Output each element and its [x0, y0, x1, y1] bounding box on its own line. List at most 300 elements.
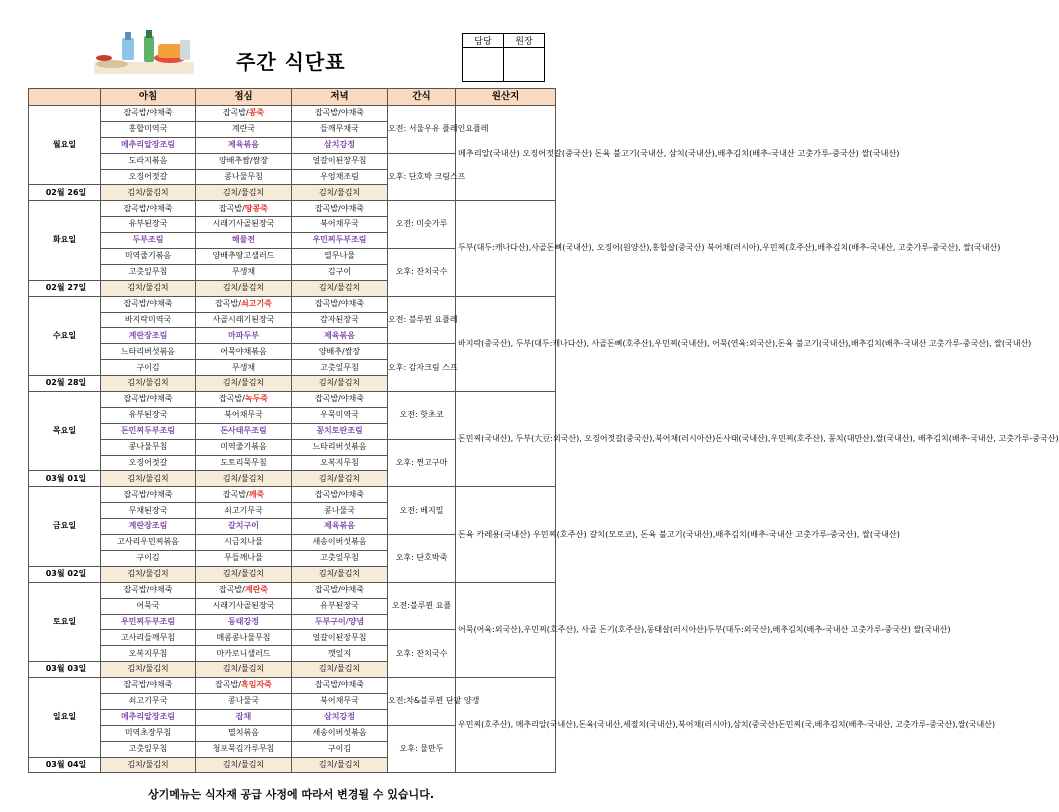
lunch-item — [196, 566, 292, 582]
dinner-item — [292, 376, 388, 392]
dish-name: 얼갈이된장무침 — [312, 632, 367, 642]
dish-name: 느타리버섯볶음 — [120, 346, 176, 356]
dish-name: 멸치볶음 — [228, 727, 259, 737]
lunch-item — [196, 376, 292, 392]
breakfast-item — [101, 646, 196, 662]
breakfast-item — [101, 233, 196, 249]
dish-name: 잡곡밥/야채죽 — [123, 394, 173, 404]
dinner-item — [292, 471, 388, 487]
lunch-item — [196, 519, 292, 535]
dish-name: 김치/물김치 — [318, 378, 361, 388]
dish-name: 무들깨나물 — [224, 553, 263, 563]
dinner-item — [292, 598, 388, 614]
lunch-item — [196, 439, 292, 455]
dish-name: 감자된장국 — [320, 314, 359, 324]
dish-name: 청포묵김가루무침 — [212, 743, 275, 753]
lunch-item — [196, 169, 292, 185]
dish-name: 메추리알장조림 — [120, 140, 176, 150]
dish-name: 제육볶음 — [228, 140, 259, 150]
dish-name: 유부된장국 — [128, 219, 168, 229]
dish-name: 콩나물국 — [324, 505, 355, 515]
porridge-highlight: 깨죽 — [248, 489, 265, 499]
origin-info: 돈육 카레용(국내산) 우민찌(호주산) 갈치(모로코), 돈육 불고기(국내산),배추김치(배추-국내산 고춧가루-중국산), 쌀(국내산) — [456, 487, 556, 582]
breakfast-item — [101, 137, 196, 153]
approval-box — [462, 33, 545, 82]
day-label: 금요일 — [29, 487, 101, 566]
breakfast-item — [101, 709, 196, 725]
porridge-highlight: 계란죽 — [244, 584, 269, 594]
approval-signature-director[interactable] — [504, 48, 545, 82]
header-origin: 원산지 — [456, 89, 556, 106]
breakfast-item — [101, 185, 196, 201]
menu-row — [29, 201, 556, 217]
dinner-item — [292, 360, 388, 376]
dish-name: 유부된장국 — [320, 600, 359, 610]
breakfast-item — [101, 296, 196, 312]
lunch-item — [196, 535, 292, 551]
dish-name: 잡곡밥/야채죽 — [314, 298, 365, 308]
dish-name: 김치/물김치 — [318, 664, 361, 674]
page-title: 주간 식단표 — [236, 50, 346, 74]
date-label: 03월 04일 — [29, 757, 101, 773]
lunch-item — [196, 137, 292, 153]
dish-name: 구이김 — [136, 553, 160, 563]
snack-morning: 오전: 베지밀 — [388, 487, 456, 535]
lunch-item — [196, 598, 292, 614]
dish-name: 꽁치토란조림 — [316, 426, 363, 436]
lunch-item — [196, 630, 292, 646]
snack-morning: 오전:차&블루뮌 단팥 양갱 — [388, 678, 456, 726]
snack-afternoon: 오후: 물만두 — [388, 725, 456, 773]
snack-afternoon: 오후: 찐고구마 — [388, 439, 456, 487]
snack-morning: 오전: 서울우유 플레인요플레 — [388, 106, 456, 154]
lunch-item — [196, 233, 292, 249]
breakfast-item — [101, 757, 196, 773]
dish-name: 김구이 — [327, 267, 352, 277]
origin-info: 메추리알(국내산) 오징어젓갈(중국산) 돈육 불고기(국내산, 삼치(국내산),배추김치(배추-국내산 고춧가루-중국산) 쌀(국내산) — [456, 106, 556, 201]
dish-name: 제육볶음 — [324, 521, 355, 531]
dish-name: 삼치강정 — [324, 712, 355, 722]
dish-name: 오징어젓갈 — [128, 457, 168, 467]
breakfast-item — [101, 360, 196, 376]
dish-name: 김치/물김치 — [222, 759, 265, 769]
dish-name: 새송이버섯볶음 — [312, 537, 367, 547]
dish-name: 김치/물김치 — [318, 569, 361, 579]
dish-name: 구이김 — [327, 743, 352, 753]
dish-name: 김치/물김치 — [222, 473, 265, 483]
dish-name: 깻잎지 — [327, 648, 352, 658]
dish-name: 김치/물김치 — [318, 473, 361, 483]
dish-name: 고사리우민찌볶음 — [117, 537, 179, 547]
lunch-item — [196, 550, 292, 566]
dish-name: 고춧잎무침 — [128, 267, 168, 277]
dish-name: 잡곡밥/야채죽 — [123, 203, 173, 213]
dish-name: 북어채무국 — [320, 219, 359, 229]
dish-name: 김치/물김치 — [127, 187, 169, 197]
dinner-item — [292, 185, 388, 201]
breakfast-item — [101, 519, 196, 535]
day-label: 일요일 — [29, 678, 101, 757]
lunch-item — [196, 662, 292, 678]
dish-name: 잡곡밥/ — [218, 394, 245, 404]
dish-name: 잡곡밥/야채죽 — [123, 298, 173, 308]
dish-name: 갈치구이 — [228, 521, 259, 531]
origin-info: 어묵(어육:외국산),우민찌(호주산), 사골 돈기(호주산),동태살(러시아산)두부(대두:외국산),배추김치(배추-국내산 고춧가루-중국산) 쌀(국내산) — [456, 582, 556, 677]
dish-name: 김치/물김치 — [318, 759, 361, 769]
dish-name: 유부된장국 — [128, 410, 168, 420]
dinner-item — [292, 519, 388, 535]
dish-name: 고춧잎무침 — [320, 362, 359, 372]
dinner-item — [292, 344, 388, 360]
dish-name: 양배추쌈/쌈장 — [218, 155, 269, 165]
dish-name: 마파두부 — [228, 330, 259, 340]
dish-name: 고사리들깨무침 — [120, 632, 176, 642]
breakfast-item — [101, 249, 196, 265]
lunch-item — [196, 757, 292, 773]
dish-name: 두부조림 — [132, 235, 164, 245]
dinner-item — [292, 757, 388, 773]
dish-name: 어묵국 — [136, 600, 160, 610]
breakfast-item — [101, 693, 196, 709]
breakfast-item — [101, 487, 196, 503]
lunch-item — [196, 217, 292, 233]
dish-name: 매콤콩나물무침 — [216, 632, 271, 642]
snack-afternoon: 오후: 잔치국수 — [388, 249, 456, 297]
dinner-item — [292, 550, 388, 566]
dish-name: 두부구이/양념 — [314, 616, 365, 626]
dinner-item — [292, 153, 388, 169]
day-label: 수요일 — [29, 296, 101, 375]
date-label: 02월 26일 — [29, 185, 101, 201]
day-label: 토요일 — [29, 582, 101, 661]
lunch-item — [196, 423, 292, 439]
porridge-highlight: 쇠고기죽 — [240, 298, 272, 308]
dinner-item — [292, 646, 388, 662]
dish-name: 계란국 — [231, 124, 256, 134]
date-label: 03월 01일 — [29, 471, 101, 487]
dish-name: 북어채무국 — [320, 696, 359, 706]
lunch-item — [196, 582, 292, 598]
breakfast-item — [101, 312, 196, 328]
menu-row — [29, 392, 556, 408]
breakfast-item — [101, 614, 196, 630]
dish-name: 미역초장무침 — [124, 727, 172, 737]
dish-name: 김치/물김치 — [127, 283, 169, 293]
dish-name: 홍합미역국 — [128, 124, 168, 134]
dinner-item — [292, 614, 388, 630]
dinner-item — [292, 630, 388, 646]
breakfast-item — [101, 503, 196, 519]
dinner-item — [292, 487, 388, 503]
menu-row — [29, 582, 556, 598]
snack-afternoon: 오후: 잔치국수 — [388, 630, 456, 678]
dinner-item — [292, 407, 388, 423]
dish-name: 쇠고기무국 — [224, 505, 263, 515]
snack-morning: 오전: 핫초코 — [388, 392, 456, 440]
breakfast-item — [101, 201, 196, 217]
snack-morning: 오전:블루뮌 요플 — [388, 582, 456, 630]
dinner-item — [292, 455, 388, 471]
dish-name: 잡곡밥/ — [215, 680, 241, 690]
dish-name: 해물전 — [231, 235, 256, 245]
dinner-item — [292, 137, 388, 153]
dish-name: 김치/물김치 — [318, 187, 361, 197]
dinner-item — [292, 503, 388, 519]
breakfast-item — [101, 455, 196, 471]
dish-name: 콩나물무침 — [224, 171, 263, 181]
lunch-item — [196, 344, 292, 360]
dish-name: 잡곡밥/야채죽 — [314, 584, 365, 594]
dish-name: 오징어젓갈 — [128, 171, 168, 181]
snack-afternoon: 오후: 단호박죽 — [388, 535, 456, 583]
dish-name: 김치/물김치 — [222, 378, 265, 388]
approval-label-director: 원장 — [504, 34, 545, 48]
breakfast-item — [101, 328, 196, 344]
breakfast-item — [101, 471, 196, 487]
lunch-item — [196, 678, 292, 694]
dinner-item — [292, 535, 388, 551]
snack-morning: 오전: 블루뮌 요플레 — [388, 296, 456, 344]
breakfast-item — [101, 582, 196, 598]
dish-name: 미역줄기볶음 — [124, 251, 172, 261]
dish-name: 바지락미역국 — [124, 314, 172, 324]
dish-name: 잡곡밥/ — [222, 489, 249, 499]
lunch-item — [196, 407, 292, 423]
dish-name: 김치/물김치 — [222, 187, 265, 197]
dinner-item — [292, 201, 388, 217]
dish-name: 시래기사골된장국 — [212, 600, 275, 610]
dinner-item — [292, 280, 388, 296]
kitchen-illustration — [92, 28, 197, 76]
dish-name: 삼치강정 — [324, 140, 355, 150]
lunch-item — [196, 296, 292, 312]
dinner-item — [292, 217, 388, 233]
dish-name: 얼갈이된장무침 — [312, 155, 367, 165]
dinner-item — [292, 678, 388, 694]
header-day — [29, 89, 101, 106]
date-label: 02월 27일 — [29, 280, 101, 296]
dish-name: 오복지무침 — [320, 457, 359, 467]
dish-name: 고춧잎무침 — [320, 553, 359, 563]
dish-name: 동태강정 — [228, 616, 259, 626]
dinner-item — [292, 296, 388, 312]
dinner-item — [292, 423, 388, 439]
header-snack: 간식 — [388, 89, 456, 106]
breakfast-item — [101, 630, 196, 646]
lunch-item — [196, 471, 292, 487]
header-lunch: 점심 — [196, 89, 292, 106]
dish-name: 잡곡밥/ — [218, 584, 245, 594]
origin-info: 돈민찌(국내산), 두부(大豆:외국산), 오징어젓갈(중국산),북어채(러시아산)돈사태(국내산),우민찌(호주산), 꽁치(대만산),쌀(국내산), 배추김치(배추-국내산, 고춧가루-중국산) — [456, 392, 556, 487]
lunch-item — [196, 646, 292, 662]
breakfast-item — [101, 741, 196, 757]
date-label: 03월 02일 — [29, 566, 101, 582]
dish-name: 시래기사골된장국 — [212, 219, 275, 229]
dinner-item — [292, 392, 388, 408]
breakfast-item — [101, 376, 196, 392]
date-label: 03월 03일 — [29, 662, 101, 678]
header-row — [29, 89, 556, 106]
day-label: 목요일 — [29, 392, 101, 471]
lunch-item — [196, 392, 292, 408]
day-label: 화요일 — [29, 201, 101, 280]
breakfast-item — [101, 344, 196, 360]
breakfast-item — [101, 725, 196, 741]
footer-note: 상기메뉴는 식자재 공급 사정에 따라서 변경될 수 있습니다. — [147, 788, 434, 801]
breakfast-item — [101, 598, 196, 614]
lunch-item — [196, 725, 292, 741]
breakfast-item — [101, 566, 196, 582]
lunch-item — [196, 741, 292, 757]
dish-name: 돈민찌두부조림 — [120, 426, 176, 436]
dish-name: 구이김 — [136, 362, 160, 372]
dinner-item — [292, 121, 388, 137]
dish-name: 잡곡밥/야채죽 — [123, 584, 173, 594]
lunch-item — [196, 280, 292, 296]
lunch-item — [196, 693, 292, 709]
dish-name: 마카로니샐러드 — [216, 648, 271, 658]
lunch-item — [196, 328, 292, 344]
menu-row — [29, 487, 556, 503]
lunch-item — [196, 121, 292, 137]
breakfast-item — [101, 423, 196, 439]
dish-name: 잡곡밥/야채죽 — [123, 680, 173, 690]
breakfast-item — [101, 439, 196, 455]
dish-name: 계란장조림 — [128, 330, 168, 340]
approval-label-manager: 담당 — [463, 34, 504, 48]
lunch-item — [196, 360, 292, 376]
lunch-item — [196, 709, 292, 725]
dish-name: 잡곡밥/ — [222, 108, 249, 118]
dinner-item — [292, 662, 388, 678]
dish-name: 도토리묵무침 — [220, 457, 267, 467]
dish-name: 잡곡밥/야채죽 — [314, 108, 365, 118]
dish-name: 김치/물김치 — [127, 473, 169, 483]
header-dinner: 저녁 — [292, 89, 388, 106]
origin-info: 두부(대두:캐나다산),사골돈뼈(국내산), 오징어(원양산),홍합살(중국산) 북어채(러시아),우민찌(호주산),배추김치(배추-국내산, 고춧가루-중국산), 쌀(국내산) — [456, 201, 556, 296]
breakfast-item — [101, 217, 196, 233]
porridge-highlight: 콩죽 — [248, 108, 265, 118]
breakfast-item — [101, 106, 196, 122]
dish-name: 양배추/쌈장 — [318, 346, 361, 356]
dish-name: 김치/물김치 — [127, 664, 169, 674]
lunch-item — [196, 264, 292, 280]
lunch-item — [196, 185, 292, 201]
breakfast-item — [101, 264, 196, 280]
dish-name: 잡곡밥/야채죽 — [314, 489, 365, 499]
porridge-highlight: 흑임자죽 — [240, 680, 272, 690]
dish-name: 도라지볶음 — [128, 155, 168, 165]
dish-name: 쇠고기무국 — [128, 696, 168, 706]
lunch-item — [196, 312, 292, 328]
dish-name: 김치/물김치 — [222, 664, 265, 674]
breakfast-item — [101, 662, 196, 678]
dish-name: 시금치나물 — [224, 537, 263, 547]
dinner-item — [292, 725, 388, 741]
lunch-item — [196, 106, 292, 122]
dish-name: 메추리알장조림 — [120, 712, 176, 722]
dinner-item — [292, 741, 388, 757]
dish-name: 무생채 — [231, 362, 256, 372]
porridge-highlight: 땅콩죽 — [244, 203, 269, 213]
dish-name: 우엉채조림 — [320, 171, 359, 181]
dish-name: 콩나물무침 — [128, 441, 168, 451]
dinner-item — [292, 249, 388, 265]
dish-name: 우민찌두부조림 — [120, 616, 176, 626]
dish-name: 잡곡밥/야채죽 — [314, 680, 365, 690]
breakfast-item — [101, 280, 196, 296]
dish-name: 김치/물김치 — [222, 283, 265, 293]
dish-name: 계란장조림 — [128, 521, 168, 531]
dish-name: 돈사태무조림 — [220, 426, 267, 436]
dish-name: 콩나물국 — [228, 696, 259, 706]
origin-info: 바지락(중국산), 두부(대두:캐나다산), 사골돈뼈(호주산),우민찌(국내산), 어묵(연육:외국산),돈육 불고기(국내산),배추김치(배추-국내산 고춧가루-중국산), 쌀(국내산) — [456, 296, 556, 391]
lunch-item — [196, 249, 292, 265]
breakfast-item — [101, 535, 196, 551]
dish-name: 우묵미역국 — [320, 410, 359, 420]
snack-morning: 오전: 미숫가루 — [388, 201, 456, 249]
origin-info: 우민찌(호주산), 메추리알(국내산),돈육(국내산,세절치(국내산),북어채(러시아),삼치(중국산)돈민찌(국,배추김치(배추-국내산, 고춧가루-중국산),쌀(국내산) — [456, 678, 556, 773]
dish-name: 고춧잎무침 — [128, 743, 168, 753]
dish-name: 미역줄기볶음 — [220, 441, 267, 451]
dish-name: 무채된장국 — [128, 505, 168, 515]
dish-name: 제육볶음 — [324, 330, 355, 340]
dinner-item — [292, 709, 388, 725]
menu-row — [29, 296, 556, 312]
dish-name: 잡곡밥/야채죽 — [123, 489, 173, 499]
dish-name: 느타리버섯볶음 — [312, 441, 367, 451]
dish-name: 양배추땅고샐러드 — [212, 251, 275, 261]
lunch-item — [196, 201, 292, 217]
dish-name: 김치/물김치 — [318, 283, 361, 293]
breakfast-item — [101, 392, 196, 408]
dinner-item — [292, 264, 388, 280]
dish-name: 김치/물김치 — [127, 378, 169, 388]
breakfast-item — [101, 121, 196, 137]
dish-name: 들깨무채국 — [320, 124, 359, 134]
snack-afternoon: 오후: 단호박 크림스프 — [388, 153, 456, 201]
dinner-item — [292, 106, 388, 122]
dinner-item — [292, 312, 388, 328]
dish-name: 잡곡밥/야채죽 — [314, 203, 365, 213]
lunch-item — [196, 153, 292, 169]
breakfast-item — [101, 169, 196, 185]
approval-signature-manager[interactable] — [463, 48, 504, 82]
snack-afternoon: 오후: 감자크림 스프 — [388, 344, 456, 392]
menu-row — [29, 106, 556, 122]
menu-row — [29, 678, 556, 694]
dinner-item — [292, 582, 388, 598]
dish-name: 잡곡밥/ — [215, 298, 241, 308]
dish-name: 열무나물 — [324, 251, 355, 261]
dish-name: 사골시래기된장국 — [212, 314, 275, 324]
breakfast-item — [101, 550, 196, 566]
dish-name: 잡곡밥/야채죽 — [123, 108, 173, 118]
porridge-highlight: 녹두죽 — [244, 394, 269, 404]
dish-name: 오복지무침 — [128, 648, 168, 658]
dish-name: 김치/물김치 — [222, 569, 265, 579]
dish-name: 무생채 — [231, 267, 256, 277]
lunch-item — [196, 455, 292, 471]
header-breakfast: 아침 — [101, 89, 196, 106]
dinner-item — [292, 328, 388, 344]
day-label: 월요일 — [29, 106, 101, 185]
breakfast-item — [101, 407, 196, 423]
dish-name: 김치/물김치 — [127, 569, 169, 579]
dish-name: 북어채무국 — [224, 410, 263, 420]
dinner-item — [292, 233, 388, 249]
dish-name: 잡곡밥/ — [218, 203, 245, 213]
